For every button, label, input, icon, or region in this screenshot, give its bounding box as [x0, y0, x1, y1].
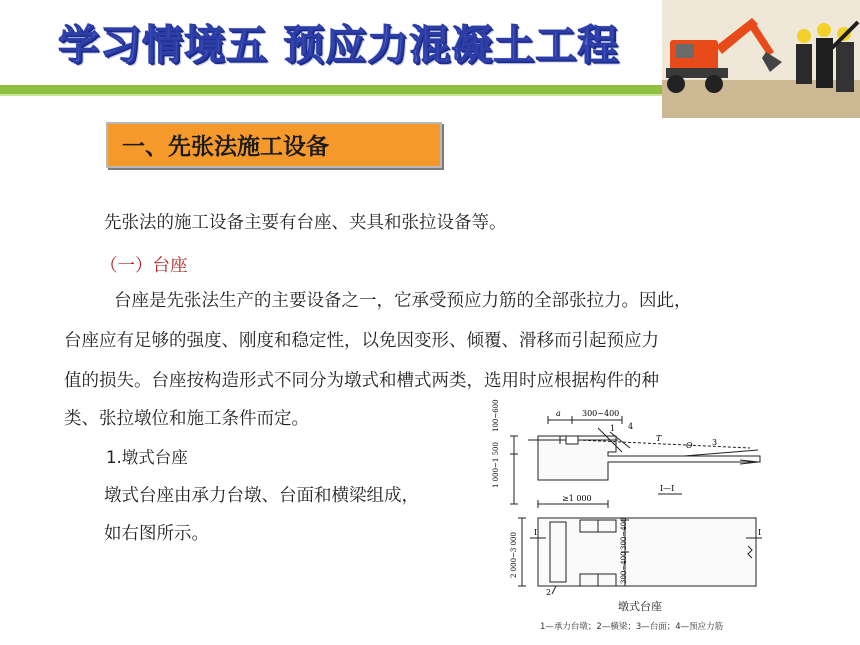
paragraph-line-1: 台座是先张法生产的主要设备之一，它承受预应力筋的全部张拉力。因此， — [114, 291, 692, 311]
construction-photo — [662, 0, 860, 118]
paragraph-line-3: 值的损失。台座按构造形式不同分为墩式和槽式两类，选用时应根据构件的种 — [64, 371, 659, 391]
label-O: O — [686, 441, 693, 450]
item-line-1: 墩式台座由承力台墩、台面和横梁组成， — [104, 486, 419, 506]
dim-a: a — [556, 409, 561, 418]
item-line-2: 如右图所示。 — [104, 524, 209, 544]
label-I-left: I — [534, 528, 538, 537]
label-2: 2 — [546, 588, 552, 597]
dim-side-mid-1: 300~400 — [620, 517, 628, 550]
figure-caption: 墩式台座 — [618, 600, 662, 613]
subheading-platform: （一）台座 — [100, 256, 188, 276]
dim-left-2: 1 000~1 500 — [492, 442, 500, 488]
label-I-right: I — [758, 528, 762, 537]
label-1: 1 — [610, 424, 616, 433]
paragraph-line-2: 台座应有足够的强度、刚度和稳定性，以免因变形、倾覆、滑移而引起预应力 — [64, 331, 659, 351]
intro-text: 先张法的施工设备主要有台座、夹具和张拉设备等。 — [104, 213, 507, 233]
dim-side-left: 2 000~3 000 — [510, 532, 518, 578]
dim-left-1: 100~600 — [492, 399, 500, 432]
header-title: 学习情境五 预应力混凝土工程 — [58, 21, 620, 69]
section-label: I—I — [660, 484, 675, 493]
header-divider-highlight — [0, 94, 690, 96]
item-title: 1.墩式台座 — [106, 448, 188, 467]
label-3: 3 — [712, 438, 718, 447]
section-heading: 一、先张法施工设备 — [106, 122, 442, 168]
dim-min: ≥1 000 — [562, 494, 592, 503]
workers-icon — [796, 22, 858, 92]
dim-side-mid-2: 300~400 — [620, 551, 628, 584]
dim-top: 300~400 — [582, 409, 620, 418]
header-divider — [0, 85, 690, 94]
label-T: T — [656, 434, 662, 443]
figure-legend: 1—承力台墩；2—横梁；3—台面；4—预应力筋 — [540, 622, 724, 632]
paragraph-line-4: 类、张拉墩位和施工条件而定。 — [64, 409, 309, 429]
label-4: 4 — [628, 422, 634, 431]
